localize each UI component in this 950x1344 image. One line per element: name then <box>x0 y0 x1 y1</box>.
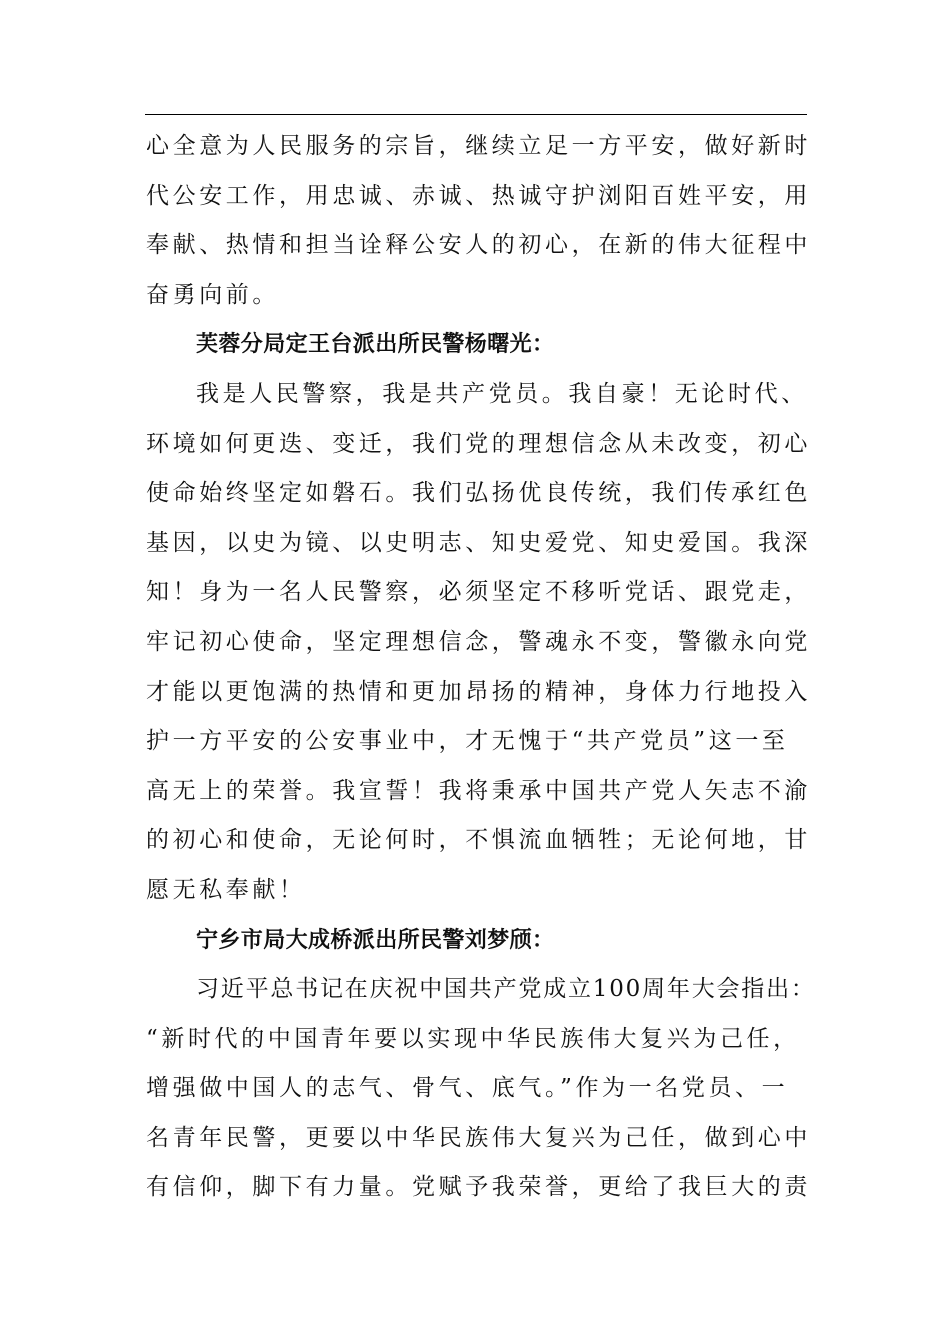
text-line: 奋勇向前。 <box>146 281 279 308</box>
text-line: 心全意为人民服务的宗旨，继续立足一方平安，做好新时 <box>146 133 811 159</box>
text-line: 愿无私奉献！ <box>146 876 306 903</box>
text-line: 代公安工作，用忠诚、赤诚、热诚守护浏阳百姓平安，用 <box>146 182 811 209</box>
text-line: 基因，以史为镜、以史明志、知史爱党、知史爱国。我深 <box>146 529 811 556</box>
speaker-heading: 芙蓉分局定王台派出所民警杨曙光： <box>196 332 555 358</box>
text-line: 高无上的荣誉。我宣誓！我将秉承中国共产党人矢志不渝 <box>146 777 811 804</box>
header-rule <box>145 114 807 115</box>
text-line: 使命始终坚定如磐石。我们弘扬优良传统，我们传承红色 <box>146 480 811 507</box>
text-line: 有信仰，脚下有力量。党赋予我荣誉，更给了我巨大的责 <box>146 1174 811 1201</box>
text-line: 的初心和使命，无论何时，不惧流血牺牲；无论何地，甘 <box>146 827 811 854</box>
paragraph-first-line: 习近平总书记在庆祝中国共产党成立100周年大会指出： <box>196 976 816 1003</box>
text-line: 知！身为一名人民警察，必须坚定不移听党话、跟党走， <box>146 579 811 606</box>
speaker-heading: 宁乡市局大成桥派出所民警刘梦颀： <box>196 927 555 953</box>
paragraph-first-line: 我是人民警察，我是共产党员。我自豪！无论时代、 <box>196 380 808 407</box>
text-line: 名青年民警，更要以中华民族伟大复兴为己任，做到心中 <box>146 1124 811 1151</box>
text-line: 才能以更饱满的热情和更加昂扬的精神，身体力行地投入 <box>146 678 811 705</box>
text-line: 护一方平安的公安事业中，才无愧于“共产党员”这一至 <box>146 728 789 755</box>
document-body <box>146 122 816 1213</box>
text-line: 环境如何更迭、变迁，我们党的理想信念从未改变，初心 <box>146 430 811 457</box>
text-line: 牢记初心使命，坚定理想信念，警魂永不变，警徽永向党 <box>146 628 811 655</box>
text-line: 增强做中国人的志气、骨气、底气。”作为一名党员、一 <box>146 1075 789 1102</box>
text-line: “新时代的中国青年要以实现中华民族伟大复兴为己任， <box>146 1025 800 1052</box>
text-line: 奉献、热情和担当诠释公安人的初心，在新的伟大征程中 <box>146 232 811 259</box>
